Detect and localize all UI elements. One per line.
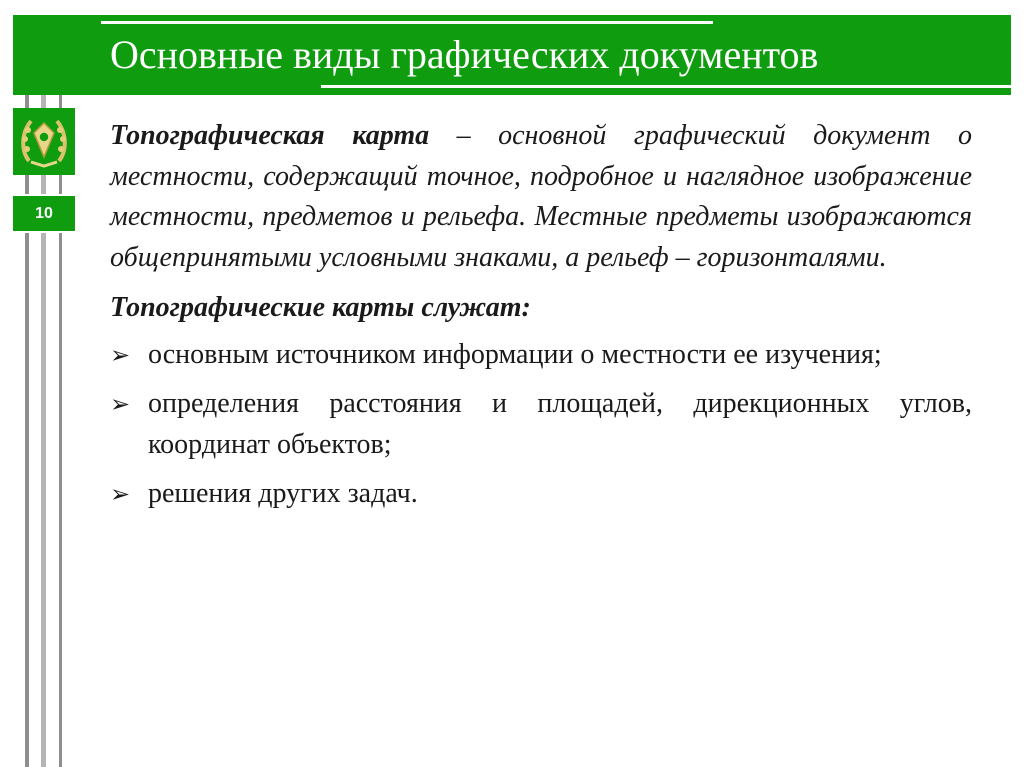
title-bar	[13, 15, 1011, 95]
section-subheading: Топографические карты служат:	[110, 292, 531, 323]
arrow-bullet-icon: ➢	[110, 340, 131, 369]
arrow-bullet-icon: ➢	[110, 480, 131, 508]
slide-content	[110, 116, 972, 524]
list-item-text: решения других задач.	[148, 478, 418, 509]
slide-title: Основные виды графических документов	[110, 32, 819, 77]
list-item	[110, 474, 972, 515]
list-item	[110, 335, 972, 376]
arrow-bullet-icon: ➢	[110, 390, 131, 418]
usage-list	[110, 335, 972, 515]
list-item	[110, 384, 972, 465]
page-number-badge: 10	[13, 194, 75, 233]
list-item-text: основным источником информации о местности ее изучения;	[148, 338, 882, 370]
definition-text: – основной графический документ о местности, содержащий точное, подробное и наглядное изображение местности, предметов и рельефа. Местные предметы изображаются общепринятыми условными знаками, а рельеф – горизонталями.	[110, 120, 972, 273]
definition-paragraph	[110, 116, 972, 278]
definition-term: Топографическая карта	[110, 120, 430, 151]
title-line-bottom	[321, 85, 1011, 88]
military-emblem-icon	[13, 108, 75, 175]
list-item-text: определения расстояния и площадей, дирекционных углов, координат объектов;	[148, 388, 972, 460]
title-line-top	[101, 21, 713, 24]
